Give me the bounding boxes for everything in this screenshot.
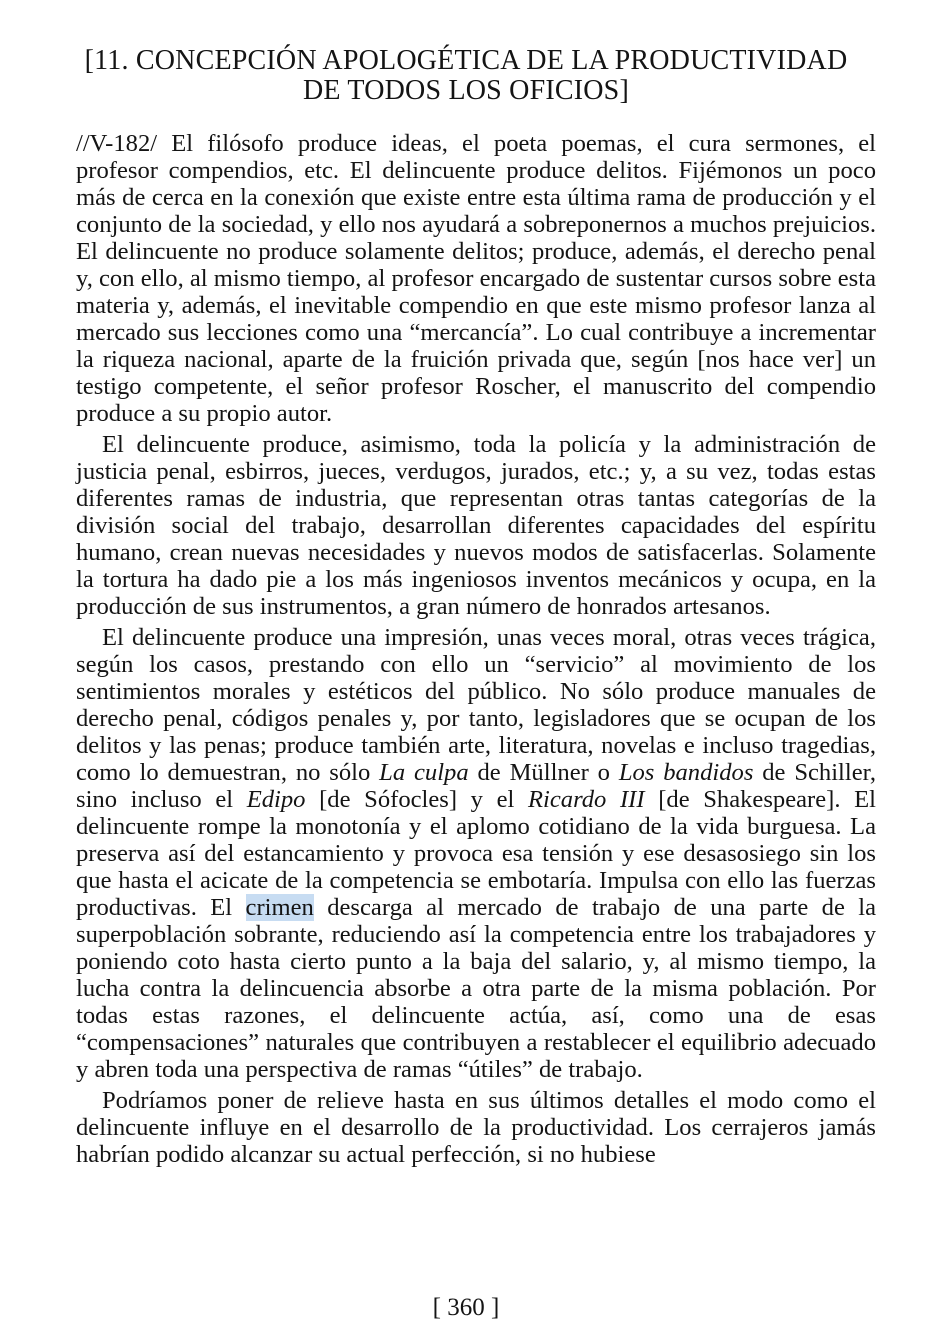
paragraph-1[interactable]: //V-182/ El filósofo produce ideas, el poeta poemas, el cura sermones, el profesor compendios, etc. El delincuente produce delitos. Fijémonos un poco más de cerca en la conexión que existe entre esta última rama de producción y el conjunto de la sociedad, y ello nos ayudará a sobreponernos a muchos prejuicios. El delincuente no produce solamente delitos; produce, además, el derecho penal y, con ello, al mismo tiempo, al profesor encargado de sustentar cursos sobre esta materia y, además, el inevitable compendio en que este mismo profesor lanza al mercado sus lecciones como una “mercancía”. Lo cual contribuye a incrementar la riqueza nacional, aparte de la fruición privada que, según [nos hace ver] un testigo competente, el señor profesor Roscher, el manuscrito del compendio produce a su propio autor. (76, 130, 876, 427)
section-heading (60, 46, 872, 106)
section-heading-line-2: DE TODOS LOS OFICIOS] (303, 75, 629, 106)
paragraph-3-text-e: [de Shakespeare]. El delincuente rompe la monotonía y el aplomo cotidiano de la vida burguesa. La preserva así del estancamiento y provoca esa tensión y ese desasosiego sin los que hasta el acicate de la competencia se embotaría. Impulsa con ello las fuerzas productivas. El (76, 786, 876, 921)
paragraph-3-text-b: de Müllner o (468, 759, 619, 786)
section-heading-line-1: [11. CONCEPCIÓN APOLOGÉTICA DE LA PRODUCTIVIDAD (84, 45, 848, 76)
page-number: [ 360 ] (432, 1294, 500, 1321)
italic-title-los-bandidos: Los bandidos (618, 759, 754, 786)
paragraph-3-text-f: descarga al mercado de trabajo de una parte de la superpoblación sobrante, reduciendo así la competencia entre los trabajadores y poniendo coto hasta cierto punto a la baja del salario, y, al mismo tiempo, la lucha contra la delincuencia absorbe a otra parte de la misma población. Por todas estas razones, el delincuente actúa, así, como una de esas “compensaciones” naturales que contribuyen a restablecer el equilibrio adecuado y abren toda una perspectiva de ramas “útiles” de trabajo. (76, 894, 876, 1083)
paragraph-2[interactable]: El delincuente produce, asimismo, toda la policía y la administración de justicia penal, esbirros, jueces, verdugos, jurados, etc.; y, a su vez, todas estas diferentes ramas de industria, que representan otras tantas categorías de la división social del trabajo, desarrollan diferentes capacidades del espíritu humano, crean nuevas necesidades y nuevos modos de satisfacerlas. Solamente la tortura ha dado pie a los más ingeniosos inventos mecánicos y ocupa, en la producción de sus instrumentos, a gran número de honrados artesanos. (76, 431, 876, 620)
paragraph-3-text-c: de Schiller, sino incluso el (76, 759, 876, 813)
italic-title-la-culpa: La culpa (379, 759, 469, 786)
italic-title-edipo: Edipo (246, 786, 306, 813)
page-body-text (76, 130, 876, 1168)
paragraph-4[interactable]: Podríamos poner de relieve hasta en sus últimos detalles el modo como el delincuente influye en el desarrollo de la productividad. Los cerrajeros jamás habrían podido alcanzar su actual perfección, si no hubiese (76, 1087, 876, 1168)
paragraph-3[interactable] (76, 624, 876, 1083)
highlighted-word-crimen[interactable]: crimen (245, 894, 314, 921)
paragraph-3-text-a: El delincuente produce una impresión, unas veces moral, otras veces trágica, según los casos, prestando con ello un “servicio” al movimiento de los sentimientos morales y estéticos del público. No sólo produce manuales de derecho penal, códigos penales y, por tanto, legisladores que se ocupan de los delitos y las penas; produce también arte, literatura, novelas e incluso tragedias, como lo demuestran, no sólo (76, 624, 876, 786)
italic-title-ricardo-iii: Ricardo III (528, 786, 645, 813)
paragraph-3-text-d: [de Sófocles] y el (305, 786, 529, 813)
